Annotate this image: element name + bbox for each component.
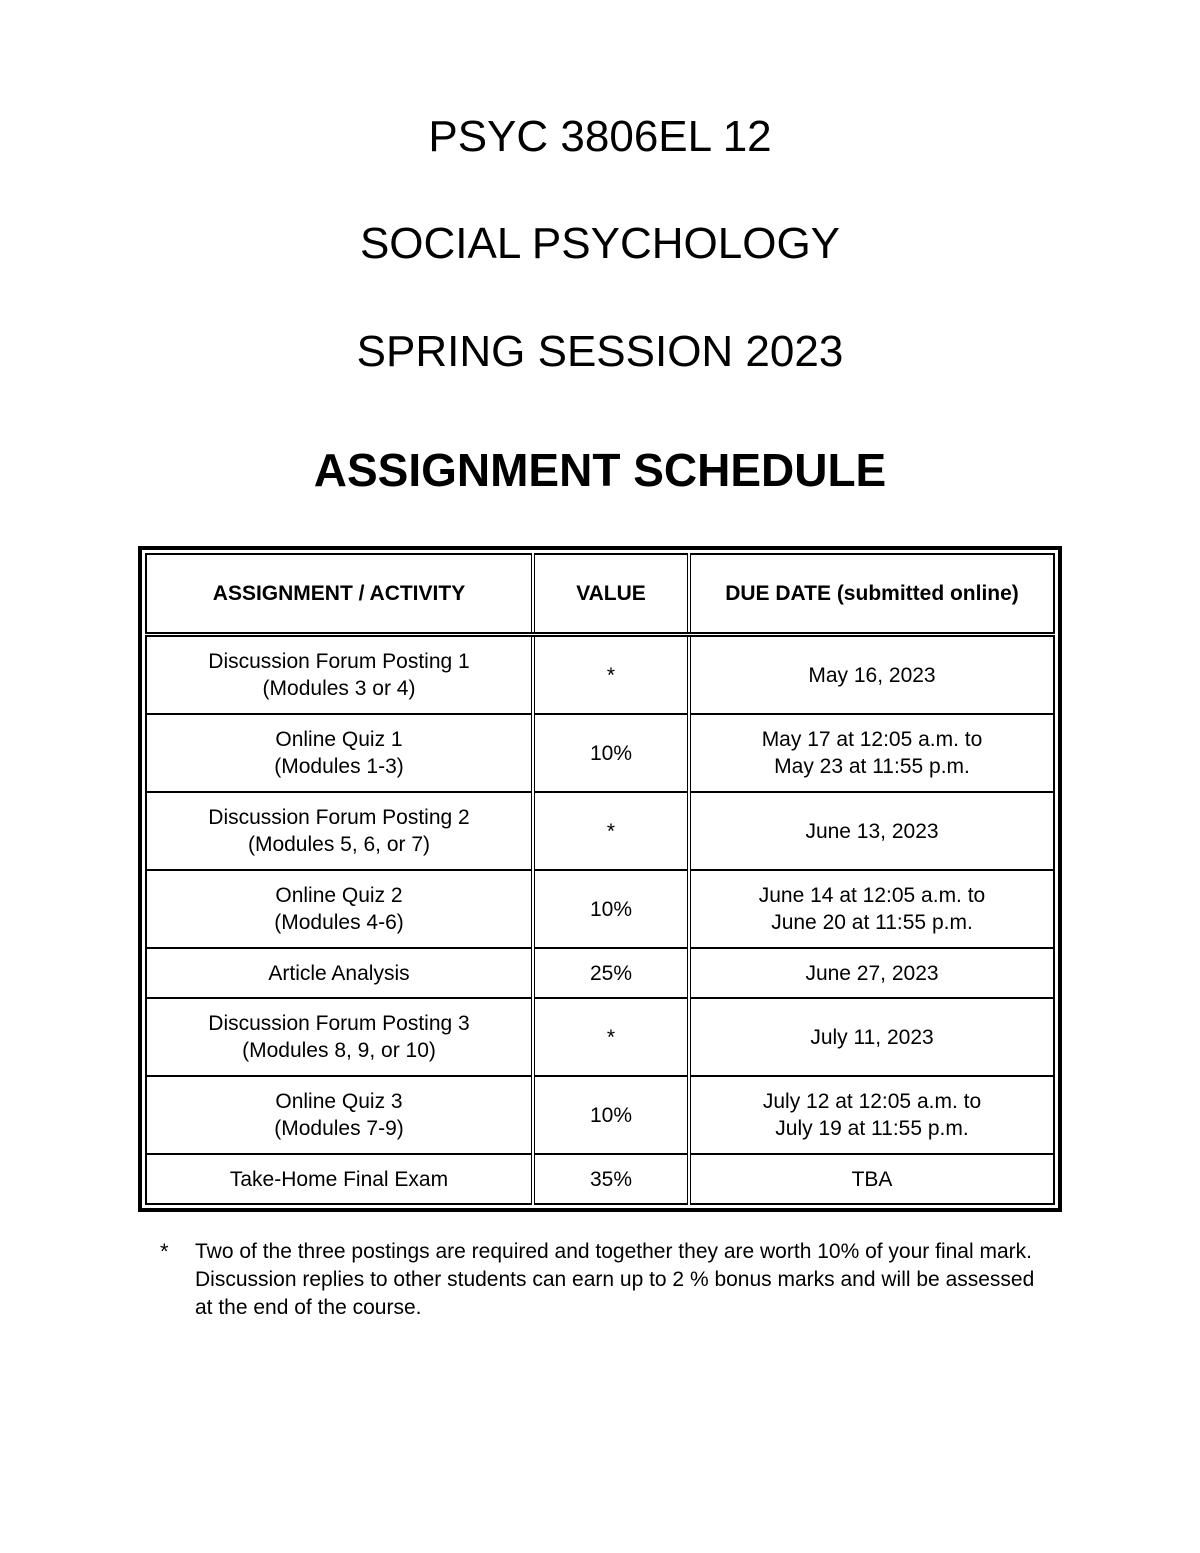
table-row [146,998,1054,1076]
footnote [160,1238,1040,1322]
value-cell: 35% [533,1154,689,1204]
value-cell: 10% [533,714,689,792]
table-row [146,635,1054,715]
activity-name: Online Quiz 3 [275,1090,403,1113]
footnote-text: Two of the three postings are required and together they are worth 10% of your final mark. Discussion replies to other students can earn up to 2 % bonus marks and will be assessed at the end of the course. [195,1240,1035,1319]
due-date-line: June 13, 2023 [805,819,939,843]
activity-name: Online Quiz 1 [275,728,403,751]
activity-name: Discussion Forum Posting 3 [208,1012,470,1035]
activity-cell [146,1154,533,1204]
due-date-end: June 20 at 11:55 p.m. [771,911,973,934]
column-header-due-date [689,554,1054,635]
course-title: SOCIAL PSYCHOLOGY [359,219,841,268]
table-row [146,870,1054,948]
value-cell: 25% [533,948,689,998]
activity-cell [146,714,533,792]
due-date-cell [689,998,1054,1076]
due-date-cell [689,870,1054,948]
activity-cell [146,948,533,998]
session-label: SPRING SESSION 2023 [356,327,844,376]
value-cell: * [533,635,689,715]
activity-cell [146,1076,533,1154]
activity-modules: (Modules 3 or 4) [262,677,416,700]
activity-name: Discussion Forum Posting 1 [208,650,470,673]
value-cell: 10% [533,870,689,948]
column-header-activity: ASSIGNMENT / ACTIVITY [146,554,533,635]
due-date-cell [689,635,1054,715]
due-date-cell [689,1076,1054,1154]
due-date-start: July 12 at 12:05 a.m. to [762,1090,982,1113]
due-date-line: July 11, 2023 [810,1025,934,1049]
activity-modules: (Modules 4-6) [274,911,404,934]
table-row [146,714,1054,792]
activity-cell [146,998,533,1076]
activity-modules: (Modules 7-9) [274,1117,404,1140]
column-header-due-date-label: DUE DATE [725,582,831,605]
due-date-line: June 27, 2023 [805,961,939,985]
table-row [146,948,1054,998]
due-date-end: July 19 at 11:55 p.m. [775,1117,969,1140]
activity-name: Discussion Forum Posting 2 [208,806,470,829]
column-header-value: VALUE [533,554,689,635]
value-cell: * [533,998,689,1076]
due-date-cell [689,948,1054,998]
activity-cell [146,792,533,870]
due-date-cell [689,714,1054,792]
assignment-schedule-table [138,546,1062,1212]
activity-modules: (Modules 8, 9, or 10) [242,1039,436,1062]
value-cell: 10% [533,1076,689,1154]
value-cell: * [533,792,689,870]
activity-cell [146,870,533,948]
activity-name: Article Analysis [268,961,410,985]
activity-name: Online Quiz 2 [275,884,403,907]
column-header-due-date-note: (submitted online) [836,582,1019,605]
footnote-asterisk: * [160,1239,169,1264]
due-date-cell [689,1154,1054,1204]
due-date-end: May 23 at 11:55 p.m. [774,755,970,778]
activity-modules: (Modules 5, 6, or 7) [247,833,431,856]
document-title: ASSIGNMENT SCHEDULE [313,444,887,496]
course-code: PSYC 3806EL 12 [428,112,772,161]
activity-name: Take-Home Final Exam [229,1167,449,1191]
table-row [146,1154,1054,1204]
due-date-start: June 14 at 12:05 a.m. to [758,884,986,907]
due-date-line: May 16, 2023 [808,663,936,687]
table-row [146,1076,1054,1154]
due-date-cell [689,792,1054,870]
due-date-line: TBA [851,1167,893,1191]
table-header-row [146,554,1054,635]
activity-cell [146,635,533,715]
due-date-start: May 17 at 12:05 a.m. to [761,728,983,751]
activity-modules: (Modules 1-3) [274,755,404,778]
table-row [146,792,1054,870]
